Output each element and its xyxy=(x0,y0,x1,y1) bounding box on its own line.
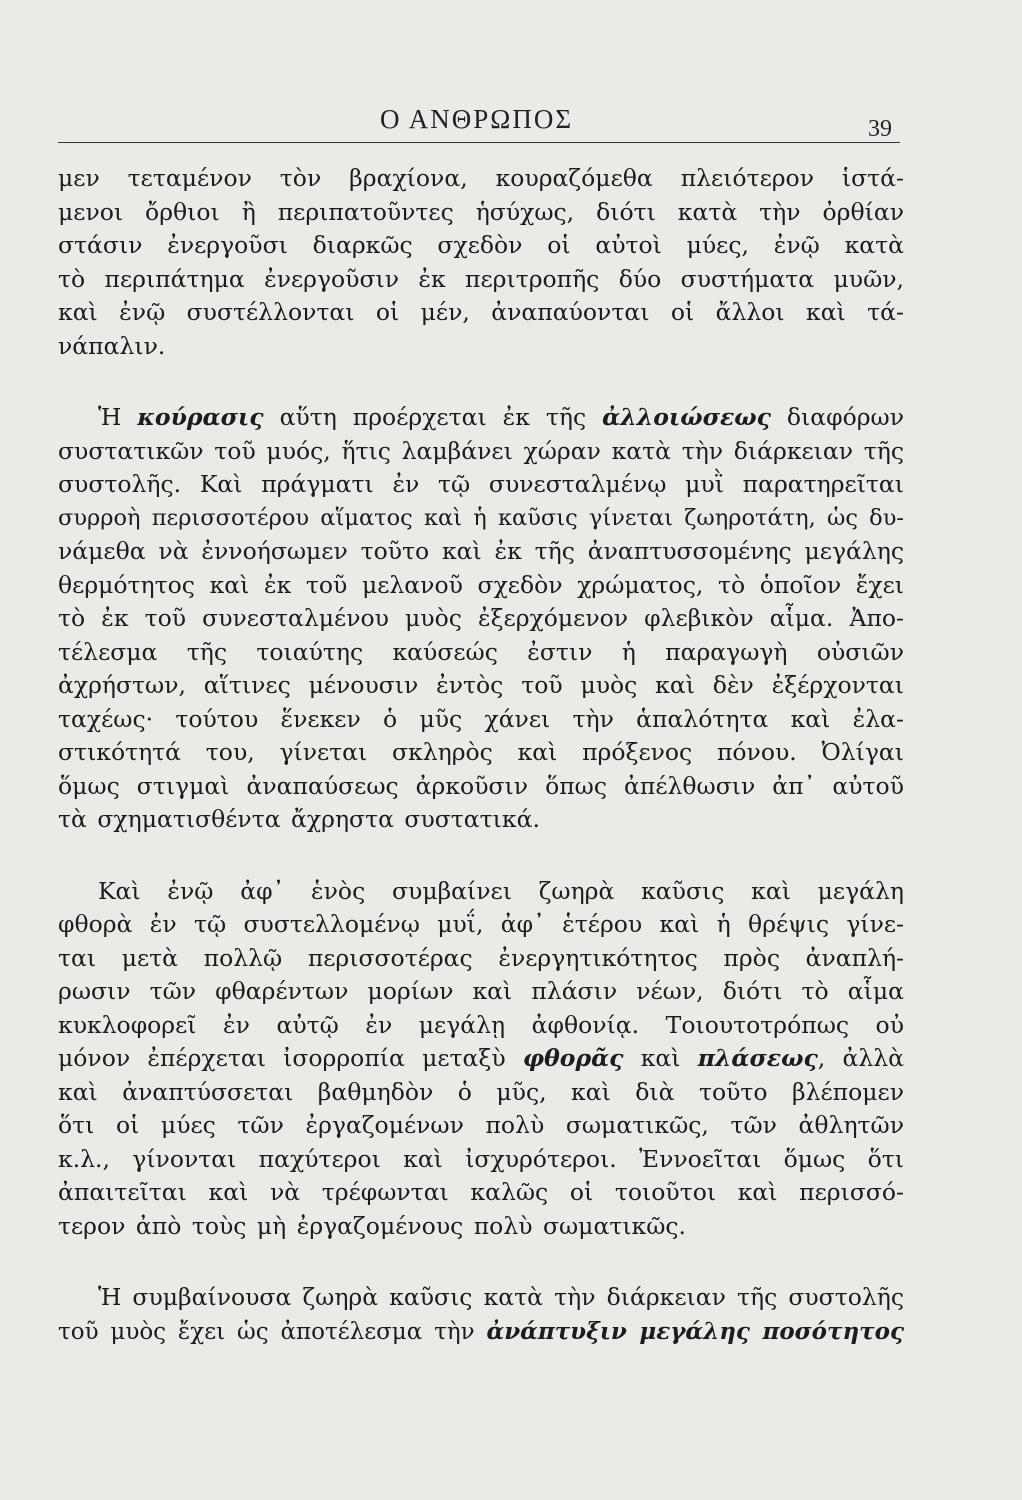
running-header xyxy=(0,98,1022,158)
text-line: νάπαλιν. xyxy=(58,331,166,360)
text-line: τέλεσμα τῆς τοιαύτης καύσεώς ἐστιν ἡ παραγωγὴ οὐσιῶν xyxy=(58,637,904,666)
body-text xyxy=(58,162,904,1387)
text-line: τερον ἀπὸ τοὺς μὴ ἐργαζομένους πολὺ σωματικῶς. xyxy=(58,1211,687,1240)
text-line: στικότητά του, γίνεται σκληρὸς καὶ πρόξενος πόνου. Ὀλίγαι xyxy=(58,738,904,766)
text-line: ἀχρήστων, αἵτινες μένουσιν ἐντὸς τοῦ μυὸς καὶ δὲν ἐξέρχονται xyxy=(58,671,904,699)
text-line: συστολῆς. Καὶ πράγματι ἐν τῷ συνεσταλμένῳ μυῒ παρατηρεῖται xyxy=(58,470,904,498)
text-line: τὰ σχηματισθέντα ἄχρηστα συστατικά. xyxy=(58,805,540,833)
text-line: τοῦ μυὸς ἔχει ὡς ἀποτέλεσμα τὴν ἀνάπτυξιν μεγάλης ποσότητος xyxy=(58,1317,904,1345)
text-line: τὸ ἐκ τοῦ συνεσταλμένου μυὸς ἐξερχόμενον φλεβικὸν αἷμα. Ἀπο- xyxy=(58,604,904,632)
text-line: συρροὴ περισσοτέρου αἵματος καὶ ἡ καῦσις γίνεται ζωηροτάτη, ὡς δυ- xyxy=(58,504,904,531)
text-line: μεν τεταμένον τὸν βραχίονα, κουραζόμεθα πλειότερον ἱστά- xyxy=(58,164,904,192)
text-line: Ἡ συμβαίνουσα ζωηρὰ καῦσις κατὰ τὴν διάρκειαν τῆς συστολῆς xyxy=(98,1283,904,1311)
text-line: Ἡ κούρασις αὕτη προέρχεται ἐκ τῆς ἀλλοιώσεως διαφόρων xyxy=(98,403,904,431)
text-line: συστατικῶν τοῦ μυός, ἥτις λαμβάνει χώραν κατὰ τὴν διάρκειαν τῆς xyxy=(58,436,904,465)
paragraph-3 xyxy=(58,875,904,1244)
text-line: θερμότητος καὶ ἐκ τοῦ μελανοῦ σχεδὸν χρώματος, τὸ ὁποῖον ἔχει xyxy=(58,570,904,599)
chapter-title: Ο ΑΝΘΡΩΠΟΣ xyxy=(380,104,574,134)
text-line: τὸ περιπάτημα ἐνεργοῦσιν ἐκ περιτροπῆς δύο συστήματα μυῶν, xyxy=(58,264,904,293)
text-line: φθορὰ ἐν τῷ συστελλομένῳ μυΐ, ἀφ᾽ ἑτέρου καὶ ἡ θρέψις γίνε- xyxy=(58,910,904,938)
text-line: ταχέως· τούτου ἕνεκεν ὁ μῦς χάνει τὴν ἁπαλότητα καὶ ἐλα- xyxy=(58,704,904,733)
page-number: 39 xyxy=(868,116,892,142)
text-line: καὶ ἐνῷ συστέλλονται οἱ μέν, ἀναπαύονται οἱ ἄλλοι καὶ τά- xyxy=(58,298,904,326)
paragraph-2 xyxy=(58,401,904,837)
text-line: ὅτι οἱ μύες τῶν ἐργαζομένων πολὺ σωματικῶς, τῶν ἀθλητῶν xyxy=(58,1111,904,1139)
text-line: κυκλοφορεῖ ἐν αὐτῷ ἐν μεγάλῃ ἀφθονίᾳ. Τοιουτοτρόπως οὐ xyxy=(58,1010,904,1039)
text-line: ἀπαιτεῖται καὶ νὰ τρέφωνται καλῶς οἱ τοιοῦτοι καὶ περισσό- xyxy=(58,1178,904,1206)
text-line: ται μετὰ πολλῷ περισσοτέρας ἐνεργητικότητος πρὸς ἀναπλή- xyxy=(58,943,904,972)
text-line: νάμεθα νὰ ἐννοήσωμεν τοῦτο καὶ ἐκ τῆς ἀναπτυσσομένης μεγάλης xyxy=(58,537,904,565)
paragraph-4 xyxy=(58,1281,904,1349)
text-line: ρωσιν τῶν φθαρέντων μορίων καὶ πλάσιν νέων, διότι τὸ αἷμα xyxy=(58,977,904,1005)
text-line: μενοι ὄρθιοι ἢ περιπατοῦντες ἡσύχως, διότι κατὰ τὴν ὀρθίαν xyxy=(58,197,904,226)
text-line: στάσιν ἐνεργοῦσι διαρκῶς σχεδὸν οἱ αὐτοὶ μύες, ἐνῷ κατὰ xyxy=(58,231,904,259)
text-line: κ.λ., γίνονται παχύτεροι καὶ ἰσχυρότεροι. Ἐννοεῖται ὅμως ὅτι xyxy=(58,1144,904,1173)
text-line: ὅμως στιγμαὶ ἀναπαύσεως ἀρκοῦσιν ὅπως ἀπέλθωσιν ἀπ᾽ αὐτοῦ xyxy=(58,771,904,800)
text-line: καὶ ἀναπτύσσεται βαθμηδὸν ὁ μῦς, καὶ διὰ τοῦτο βλέπομεν xyxy=(58,1077,904,1106)
text-line: Καὶ ἐνῷ ἀφ᾽ ἑνὸς συμβαίνει ζωηρὰ καῦσις καὶ μεγάλη xyxy=(98,876,904,905)
text-line: μόνον ἐπέρχεται ἰσορροπία μεταξὺ φθορᾶς καὶ πλάσεως, ἀλλὰ xyxy=(58,1044,905,1072)
paragraph-1 xyxy=(58,162,904,363)
header-rule xyxy=(58,142,900,143)
